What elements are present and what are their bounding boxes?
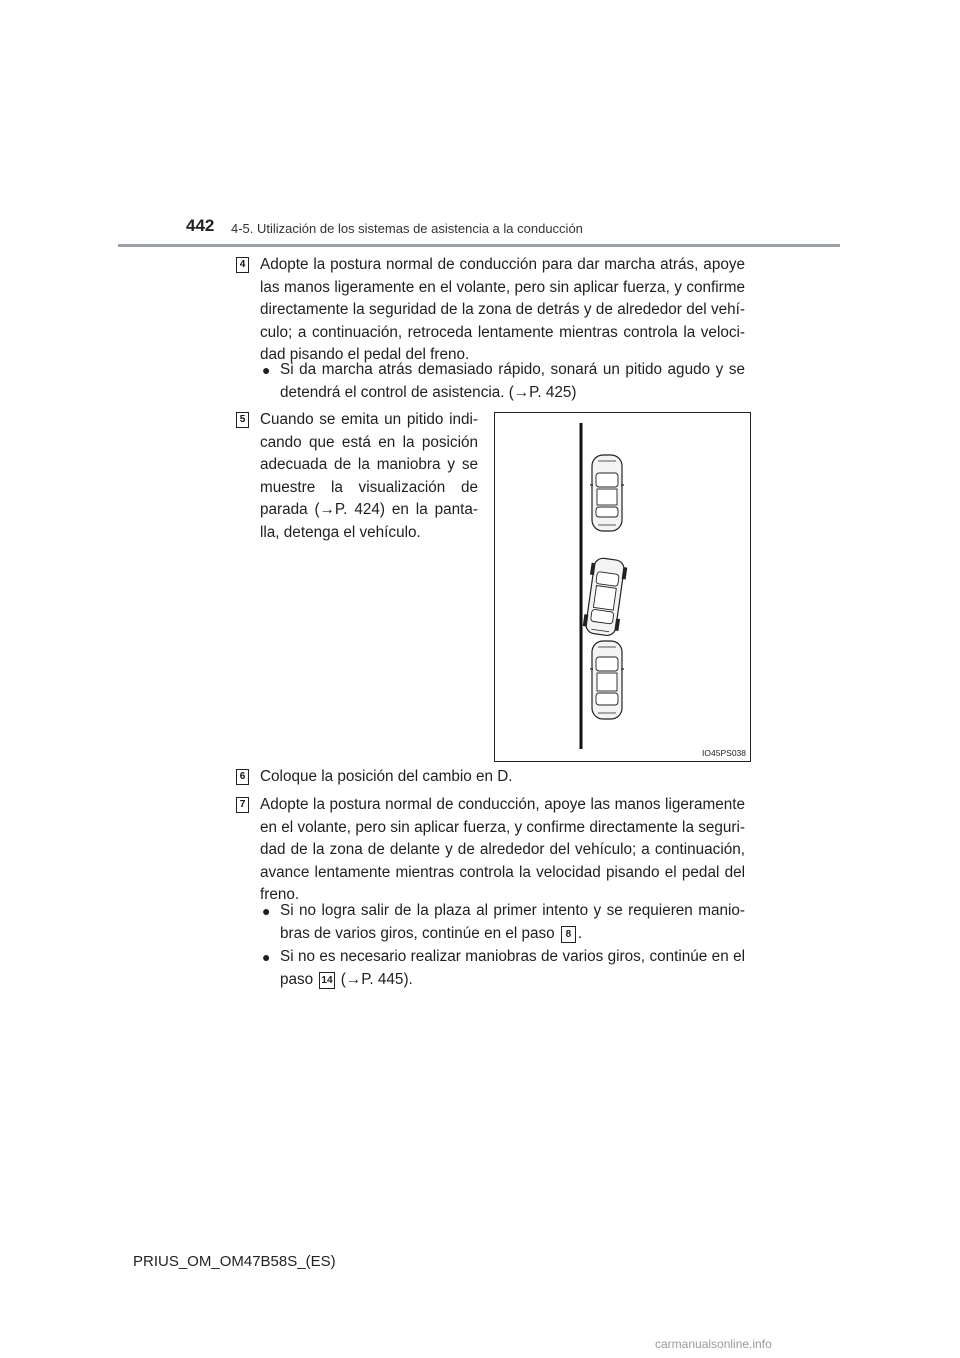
parking-illustration bbox=[494, 412, 751, 762]
section-title: 4-5. Utilización de los sistemas de asistencia a la conducción bbox=[231, 221, 583, 236]
page-number: 442 bbox=[186, 216, 215, 235]
header-divider bbox=[118, 244, 840, 247]
step-ref-8: 8 bbox=[561, 926, 576, 943]
step-7-bullet-1-end: . bbox=[577, 924, 583, 942]
step-6-text: Coloque la posición del cambio en D. bbox=[260, 768, 513, 785]
step-4-bullet-text: Si da marcha atrás demasiado rápido, sonará un pitido agudo y se detendrá el control de asistencia. (→P. 425) bbox=[280, 361, 745, 401]
bullet-dot-icon: ● bbox=[262, 362, 271, 378]
parking-diagram bbox=[495, 413, 750, 761]
figure-code: IO45PS038 bbox=[702, 748, 746, 758]
maneuvering-car bbox=[582, 557, 628, 637]
step-4-badge: 4 bbox=[236, 257, 249, 273]
step-5-text: Cuando se emita un pitido indi-cando que está en la posición adecuada de la maniobra y se muestre la visualización de parada (→P. 424) en la panta-lla, detenga el vehículo. bbox=[260, 411, 478, 541]
step-7-bullet-1 bbox=[262, 900, 745, 945]
step-4-text: Adopte la postura normal de conducción para dar marcha atrás, apoye las manos ligeramente en el volante, pero sin aplicar fuerza, y confirme directamente la seguridad de la zona de detrás y de alrededor del vehí-culo; a continuación, retroceda lentamente mientras controla la veloci-dad pisando el pedal del freno. bbox=[260, 256, 745, 364]
step-7-text: Adopte la postura normal de conducción, apoye las manos ligeramente en el volante, pero sin aplicar fuerza, y confirme directamente la seguri-dad de la zona de delante y de alrededor del vehículo; a continuación, avance lentamente mientras controla la velocidad pisando el pedal del freno. bbox=[260, 796, 745, 904]
watermark: carmanualsonline.info bbox=[655, 1337, 772, 1351]
step-7-bullet-2-end: (→P. 445). bbox=[340, 970, 413, 988]
step-ref-14: 14 bbox=[319, 972, 334, 989]
parked-car-top bbox=[590, 455, 624, 531]
parked-car-bottom bbox=[590, 641, 624, 719]
step-7-badge: 7 bbox=[236, 797, 249, 813]
bullet-dot-icon: ● bbox=[262, 949, 271, 965]
step-4-bullet bbox=[262, 359, 745, 404]
document-code: PRIUS_OM_OM47B58S_(ES) bbox=[133, 1253, 336, 1270]
step-7-bullet-2-text: Si no es necesario realizar maniobras de varios giros, continúe en el paso bbox=[280, 948, 745, 988]
bullet-dot-icon: ● bbox=[262, 903, 271, 919]
step-7-bullet-2 bbox=[262, 946, 745, 991]
step-5-badge: 5 bbox=[236, 412, 249, 428]
step-7-bullet-1-text: Si no logra salir de la plaza al primer intento y se requieren manio-bras de varios giros, continúe en el paso bbox=[280, 902, 745, 942]
step-6-badge: 6 bbox=[236, 769, 249, 785]
